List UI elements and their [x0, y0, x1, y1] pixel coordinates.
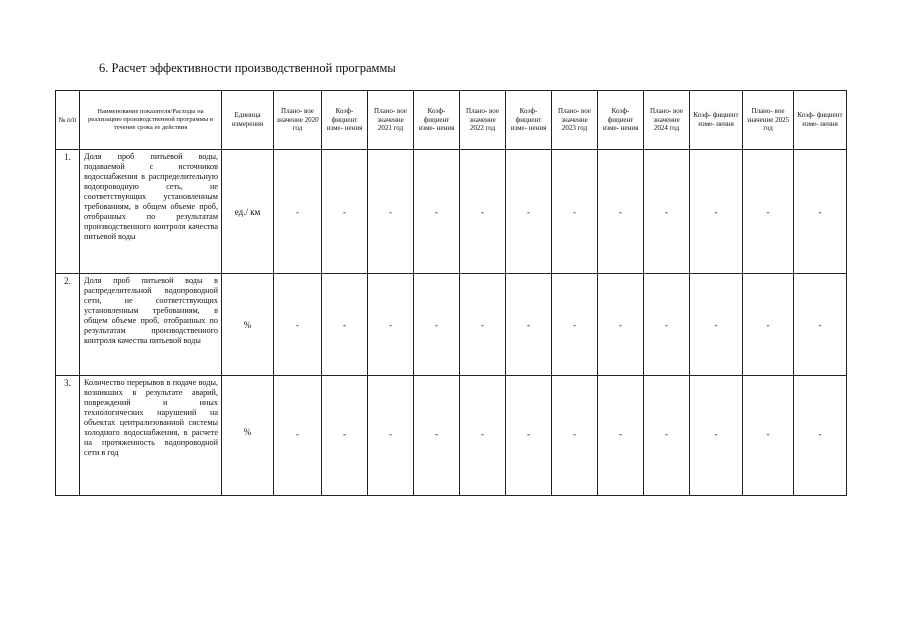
row-indicator-name: Доля проб питьевой воды в распределительной водопроводной сети, не соответствующих установленным требованиям, в общем объеме проб, отобранных по результатам производственного контроля качества питьевой воды — [80, 274, 222, 376]
header-plan-2025: Плано- вое значение 2025 год — [743, 91, 794, 150]
header-unit: Единица измерения — [222, 91, 274, 150]
row-number: 2. — [56, 274, 80, 376]
header-coef-2022: Коэф- фициент изме- нения — [506, 91, 552, 150]
header-coef-2023: Коэф- фициент изме- нения — [598, 91, 644, 150]
value-coef-2020: - — [322, 376, 368, 496]
value-coef-2025: - — [794, 376, 847, 496]
value-plan-2022: - — [460, 150, 506, 274]
value-plan-2023: - — [552, 150, 598, 274]
row-unit: % — [222, 376, 274, 496]
value-coef-2024: - — [690, 376, 743, 496]
value-coef-2021: - — [414, 376, 460, 496]
row-number: 1. — [56, 150, 80, 274]
value-coef-2022: - — [506, 376, 552, 496]
value-plan-2020: - — [274, 376, 322, 496]
header-coef-2024: Коэф- фициент изме- нения — [690, 91, 743, 150]
header-name: Наименование показателя/Расходы на реализацию производственной программы в течение срока ее действия — [80, 91, 222, 150]
value-coef-2023: - — [598, 150, 644, 274]
value-plan-2025: - — [743, 376, 794, 496]
value-coef-2023: - — [598, 376, 644, 496]
value-plan-2020: - — [274, 274, 322, 376]
value-coef-2025: - — [794, 274, 847, 376]
value-plan-2025: - — [743, 274, 794, 376]
value-coef-2023: - — [598, 274, 644, 376]
value-plan-2025: - — [743, 150, 794, 274]
value-plan-2021: - — [368, 376, 414, 496]
value-plan-2020: - — [274, 150, 322, 274]
value-coef-2020: - — [322, 274, 368, 376]
value-coef-2022: - — [506, 274, 552, 376]
table-row — [56, 274, 847, 376]
header-coef-2020: Коэф- фициент изме- нения — [322, 91, 368, 150]
value-plan-2021: - — [368, 274, 414, 376]
value-coef-2024: - — [690, 274, 743, 376]
value-plan-2023: - — [552, 274, 598, 376]
value-plan-2024: - — [644, 150, 690, 274]
value-coef-2025: - — [794, 150, 847, 274]
table-row — [56, 376, 847, 496]
value-plan-2022: - — [460, 376, 506, 496]
value-coef-2024: - — [690, 150, 743, 274]
table-header-row — [56, 91, 847, 150]
value-coef-2021: - — [414, 274, 460, 376]
value-plan-2021: - — [368, 150, 414, 274]
header-plan-2022: Плано- вое значение 2022 год — [460, 91, 506, 150]
header-plan-2020: Плано- вое значение 2020 год — [274, 91, 322, 150]
value-coef-2020: - — [322, 150, 368, 274]
row-indicator-name: Доля проб питьевой воды, подаваемой с источников водоснабжения в распределительную водопроводную сеть, не соответствующих установленным требованиям, в общем объеме проб, отобранных по результатам производственного контроля качества питьевой воды — [80, 150, 222, 274]
efficiency-table — [55, 90, 847, 496]
header-coef-2021: Коэф- фициент изме- нения — [414, 91, 460, 150]
header-coef-2025: Коэф- фициент изме- нения — [794, 91, 847, 150]
value-plan-2023: - — [552, 376, 598, 496]
header-plan-2023: Плано- вое значение 2023 год — [552, 91, 598, 150]
value-plan-2024: - — [644, 376, 690, 496]
value-coef-2022: - — [506, 150, 552, 274]
row-unit: ед./ км — [222, 150, 274, 274]
header-plan-2024: Плано- вое значение 2024 год — [644, 91, 690, 150]
value-plan-2024: - — [644, 274, 690, 376]
value-plan-2022: - — [460, 274, 506, 376]
header-plan-2021: Плано- вое значение 2021 год — [368, 91, 414, 150]
header-no: № п/п — [56, 91, 80, 150]
page-title: 6. Расчет эффективности производственной программы — [99, 61, 396, 75]
table-row — [56, 150, 847, 274]
value-coef-2021: - — [414, 150, 460, 274]
row-indicator-name: Количество перерывов в подаче воды, возникших в результате аварий, повреждений и иных технологических нарушений на объектах централизованной системы холодного водоснабжения, в расчете на протяженность водопроводной сети в год — [80, 376, 222, 496]
row-unit: % — [222, 274, 274, 376]
row-number: 3. — [56, 376, 80, 496]
